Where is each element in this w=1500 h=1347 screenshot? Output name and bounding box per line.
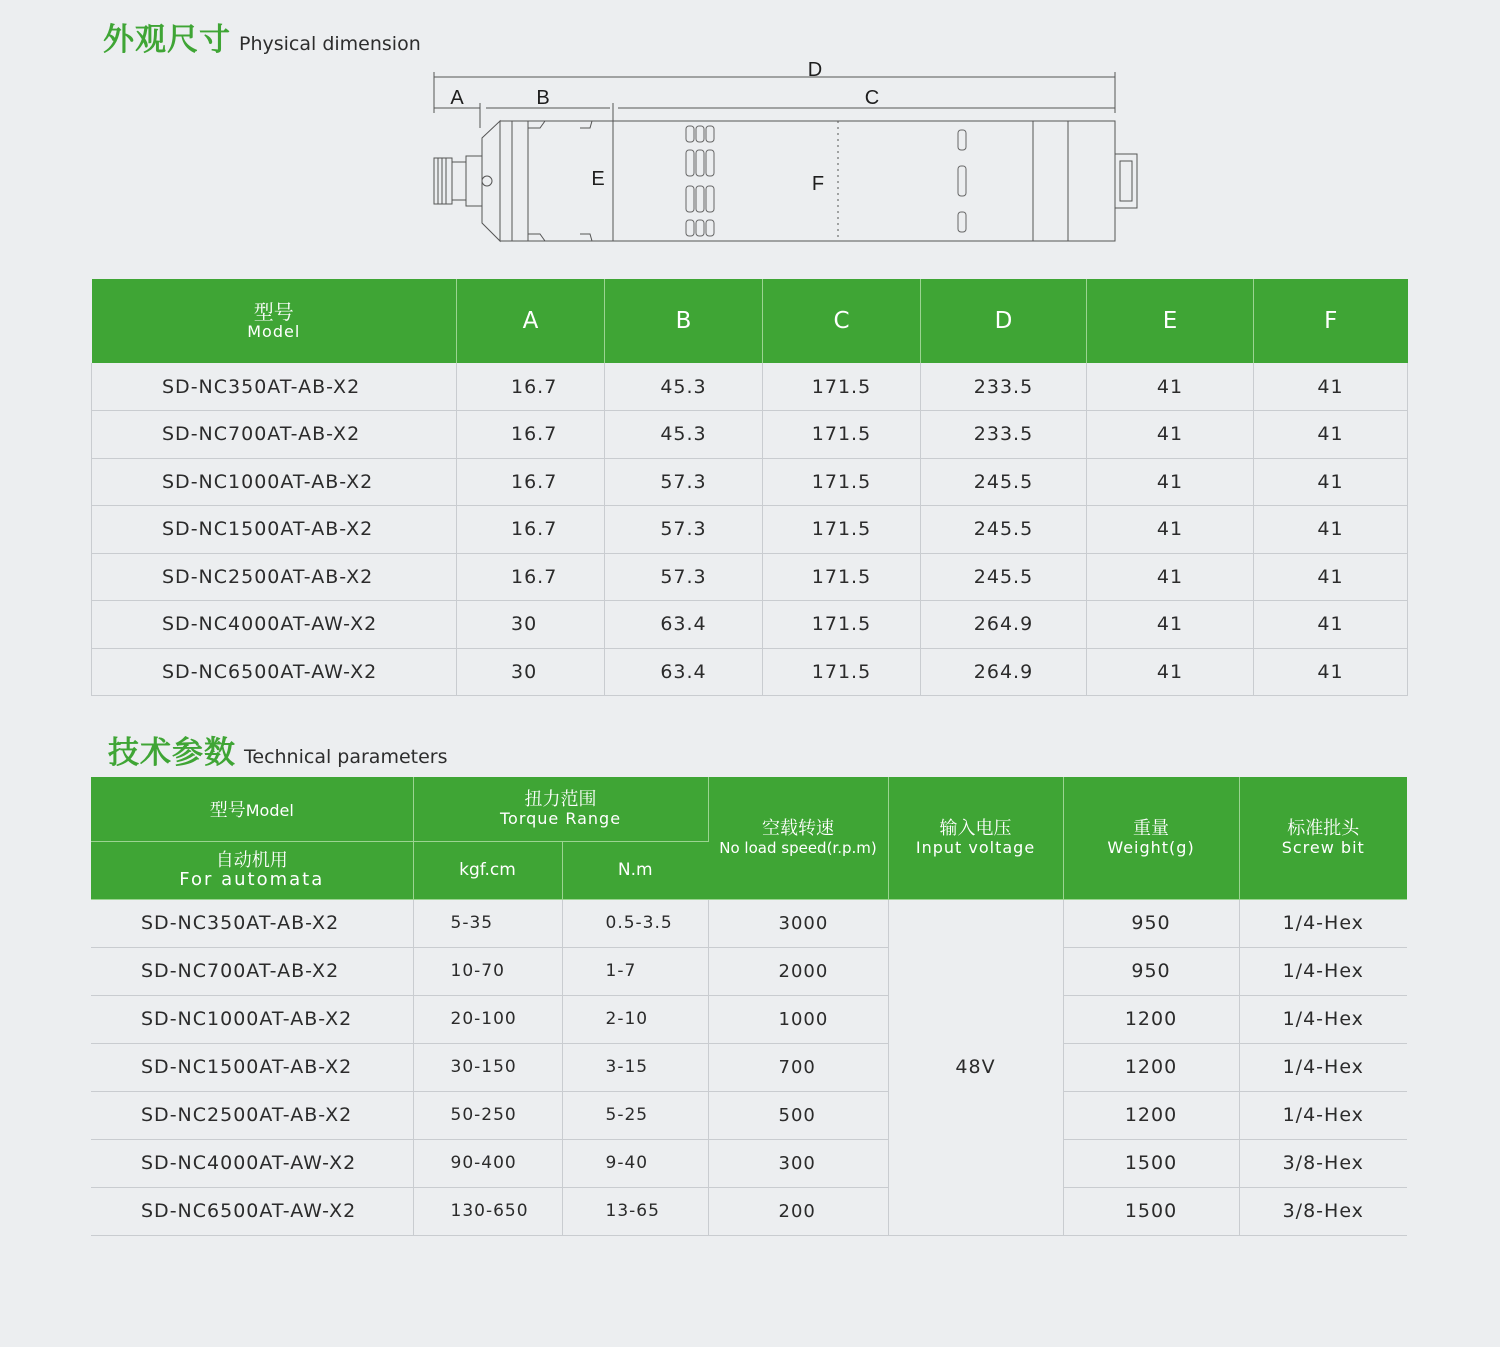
torque-kgf-cell: 5-35 — [413, 899, 562, 947]
value-e: 41 — [1087, 458, 1254, 506]
screw-bit-cell: 3/8-Hex — [1239, 1187, 1407, 1235]
value-b: 45.3 — [605, 411, 763, 459]
diagram-label-d: D — [807, 59, 823, 81]
torque-nm-cell: 1-7 — [562, 947, 708, 995]
value-d: 245.5 — [921, 506, 1087, 554]
weight-cell: 1500 — [1063, 1139, 1239, 1187]
screwdriver-dimension-diagram — [420, 58, 1160, 254]
value-f: 41 — [1254, 506, 1408, 554]
dimension-title-en: Physical dimension — [239, 33, 421, 55]
speed-cell: 500 — [708, 1091, 888, 1139]
value-d: 264.9 — [921, 648, 1087, 696]
tech-header-model-zh: 型号 — [209, 799, 246, 821]
tech-header-speed-zh: 空载转速 — [762, 817, 835, 839]
table-row — [92, 506, 1408, 554]
value-b: 63.4 — [605, 601, 763, 649]
tech-header-weight-zh: 重量 — [1133, 817, 1170, 839]
value-f: 41 — [1254, 411, 1408, 459]
tech-header-screw-bit — [1239, 777, 1407, 899]
value-b: 57.3 — [605, 553, 763, 601]
table-row — [91, 1139, 1407, 1187]
diagram-label-b: B — [536, 87, 550, 109]
speed-cell: 200 — [708, 1187, 888, 1235]
torque-nm-cell: 3-15 — [562, 1043, 708, 1091]
value-c: 171.5 — [763, 411, 921, 459]
dimension-title-zh: 外观尺寸 — [103, 22, 231, 58]
torque-kgf-cell: 30-150 — [413, 1043, 562, 1091]
value-a: 16.7 — [457, 458, 605, 506]
value-c: 171.5 — [763, 506, 921, 554]
value-d: 245.5 — [921, 553, 1087, 601]
table-row — [92, 601, 1408, 649]
voltage-cell: 48V — [888, 899, 1063, 1235]
tech-header-voltage — [888, 777, 1063, 899]
model-cell: SD-NC1500AT-AB-X2 — [92, 506, 457, 554]
dim-header-model-en: Model — [247, 322, 301, 341]
dimension-section-title — [103, 14, 421, 59]
table-row — [92, 363, 1408, 411]
tech-header-kgf: kgf.cm — [413, 841, 562, 899]
model-cell: SD-NC2500AT-AB-X2 — [92, 553, 457, 601]
torque-kgf-cell: 10-70 — [413, 947, 562, 995]
torque-kgf-cell: 20-100 — [413, 995, 562, 1043]
diagram-label-a: A — [450, 87, 464, 109]
value-f: 41 — [1254, 363, 1408, 411]
weight-cell: 950 — [1063, 899, 1239, 947]
model-cell: SD-NC700AT-AB-X2 — [91, 947, 413, 995]
value-a: 16.7 — [457, 363, 605, 411]
torque-nm-cell: 13-65 — [562, 1187, 708, 1235]
table-row — [91, 947, 1407, 995]
dim-header-f: F — [1254, 279, 1408, 363]
dim-header-model-zh: 型号 — [253, 300, 294, 324]
model-cell: SD-NC1000AT-AB-X2 — [91, 995, 413, 1043]
value-a: 16.7 — [457, 553, 605, 601]
weight-cell: 1500 — [1063, 1187, 1239, 1235]
weight-cell: 950 — [1063, 947, 1239, 995]
value-e: 41 — [1087, 411, 1254, 459]
tech-header-speed-en: No load speed(r.p.m) — [719, 838, 877, 857]
torque-kgf-cell: 50-250 — [413, 1091, 562, 1139]
value-b: 57.3 — [605, 506, 763, 554]
dimension-table-header — [92, 279, 1408, 363]
value-b: 57.3 — [605, 458, 763, 506]
model-cell: SD-NC4000AT-AW-X2 — [92, 601, 457, 649]
speed-cell: 3000 — [708, 899, 888, 947]
tech-header-model — [91, 777, 413, 841]
value-b: 45.3 — [605, 363, 763, 411]
screw-bit-cell: 1/4-Hex — [1239, 899, 1407, 947]
value-c: 171.5 — [763, 553, 921, 601]
tech-header-automata-zh: 自动机用 — [215, 850, 288, 871]
value-d: 245.5 — [921, 458, 1087, 506]
value-d: 233.5 — [921, 363, 1087, 411]
tech-parameters-table — [91, 777, 1407, 1236]
value-b: 63.4 — [605, 648, 763, 696]
value-a: 30 — [457, 648, 605, 696]
dim-header-model — [92, 279, 457, 363]
tech-header-torque-zh: 扭力范围 — [524, 788, 597, 810]
value-a: 16.7 — [457, 411, 605, 459]
dim-header-d: D — [921, 279, 1087, 363]
screw-bit-cell: 1/4-Hex — [1239, 1091, 1407, 1139]
value-d: 233.5 — [921, 411, 1087, 459]
model-cell: SD-NC1500AT-AB-X2 — [91, 1043, 413, 1091]
model-cell: SD-NC350AT-AB-X2 — [91, 899, 413, 947]
model-cell: SD-NC1000AT-AB-X2 — [92, 458, 457, 506]
speed-cell: 1000 — [708, 995, 888, 1043]
value-e: 41 — [1087, 648, 1254, 696]
torque-kgf-cell: 90-400 — [413, 1139, 562, 1187]
table-row — [92, 648, 1408, 696]
value-a: 30 — [457, 601, 605, 649]
torque-nm-cell: 5-25 — [562, 1091, 708, 1139]
dim-header-a: A — [457, 279, 605, 363]
weight-cell: 1200 — [1063, 1043, 1239, 1091]
weight-cell: 1200 — [1063, 995, 1239, 1043]
table-row — [92, 411, 1408, 459]
model-cell: SD-NC6500AT-AW-X2 — [92, 648, 457, 696]
tech-title-en: Technical parameters — [244, 746, 448, 768]
tech-header-weight — [1063, 777, 1239, 899]
tech-header-speed — [708, 777, 888, 899]
value-e: 41 — [1087, 363, 1254, 411]
value-e: 41 — [1087, 506, 1254, 554]
dim-header-b: B — [605, 279, 763, 363]
table-row — [91, 1091, 1407, 1139]
value-e: 41 — [1087, 601, 1254, 649]
dim-header-c: C — [763, 279, 921, 363]
table-row — [91, 1043, 1407, 1091]
value-c: 171.5 — [763, 601, 921, 649]
table-row — [91, 995, 1407, 1043]
screw-bit-cell: 3/8-Hex — [1239, 1139, 1407, 1187]
screw-bit-cell: 1/4-Hex — [1239, 995, 1407, 1043]
tech-header-torque-en: Torque Range — [499, 808, 622, 828]
table-row — [91, 899, 1407, 947]
speed-cell: 2000 — [708, 947, 888, 995]
tech-header-nm: N.m — [562, 841, 708, 899]
model-cell: SD-NC6500AT-AW-X2 — [91, 1187, 413, 1235]
value-f: 41 — [1254, 553, 1408, 601]
value-d: 264.9 — [921, 601, 1087, 649]
tech-header-bit-en: Screw bit — [1281, 837, 1365, 857]
dim-header-e: E — [1087, 279, 1254, 363]
screw-bit-cell: 1/4-Hex — [1239, 1043, 1407, 1091]
model-cell: SD-NC4000AT-AW-X2 — [91, 1139, 413, 1187]
table-row — [92, 553, 1408, 601]
tech-header-voltage-zh: 输入电压 — [939, 817, 1012, 839]
torque-nm-cell: 0.5-3.5 — [562, 899, 708, 947]
tech-header-model-en: Model — [245, 800, 294, 820]
tech-title-zh: 技术参数 — [108, 735, 236, 771]
tech-header-automata-en: For automata — [179, 869, 325, 890]
weight-cell: 1200 — [1063, 1091, 1239, 1139]
diagram-label-c: C — [864, 87, 880, 109]
model-cell: SD-NC700AT-AB-X2 — [92, 411, 457, 459]
table-row — [92, 458, 1408, 506]
value-c: 171.5 — [763, 458, 921, 506]
value-f: 41 — [1254, 648, 1408, 696]
torque-nm-cell: 9-40 — [562, 1139, 708, 1187]
speed-cell: 700 — [708, 1043, 888, 1091]
tech-header-weight-en: Weight(g) — [1107, 837, 1195, 857]
diagram-label-e: E — [591, 168, 605, 190]
tech-table-header-row-1 — [91, 777, 1407, 841]
tech-section-title — [108, 727, 448, 772]
screw-bit-cell: 1/4-Hex — [1239, 947, 1407, 995]
value-f: 41 — [1254, 458, 1408, 506]
diagram-label-f: F — [811, 173, 825, 195]
torque-kgf-cell: 130-650 — [413, 1187, 562, 1235]
value-c: 171.5 — [763, 363, 921, 411]
value-a: 16.7 — [457, 506, 605, 554]
tech-header-automata — [91, 841, 413, 899]
tech-header-bit-zh: 标准批头 — [1287, 817, 1360, 839]
model-cell: SD-NC2500AT-AB-X2 — [91, 1091, 413, 1139]
table-row — [91, 1187, 1407, 1235]
speed-cell: 300 — [708, 1139, 888, 1187]
value-f: 41 — [1254, 601, 1408, 649]
dimension-table — [91, 279, 1408, 696]
tech-header-voltage-en: Input voltage — [915, 837, 1036, 857]
tech-header-torque — [413, 777, 708, 841]
model-cell: SD-NC350AT-AB-X2 — [92, 363, 457, 411]
torque-nm-cell: 2-10 — [562, 995, 708, 1043]
value-e: 41 — [1087, 553, 1254, 601]
value-c: 171.5 — [763, 648, 921, 696]
